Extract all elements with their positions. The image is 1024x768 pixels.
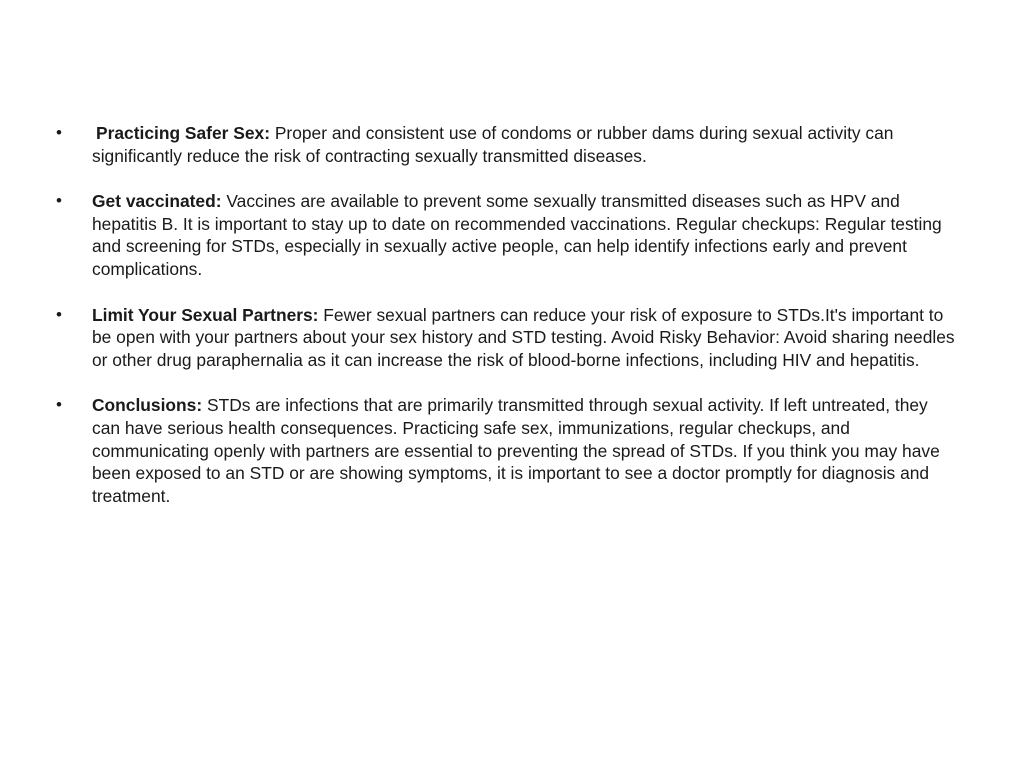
bullet-term: Limit Your Sexual Partners: bbox=[92, 304, 319, 325]
bullet-text: Vaccines are available to prevent some sexually transmitted diseases such as HPV and hepatitis B. It is important to stay up to date on recommended vaccinations. Regular checkups: Regular testing and screening for STDs, especially in sexually active people, can help identify infections early and prevent complications. bbox=[92, 191, 942, 279]
bullet-term: Conclusions: bbox=[92, 395, 203, 416]
bullet-conclusions bbox=[56, 394, 956, 507]
bullet-text: STDs are infections that are primarily transmitted through sexual activity. If left untreated, they can have serious health consequences. Practicing safe sex, immunizations, regular checkups, and communicating openly with partners are essential to preventing the spread of STDs. If you think you may have been exposed to an STD or are showing symptoms, it is important to see a doctor promptly for diagnosis and treatment. bbox=[92, 395, 940, 506]
bullet-get-vaccinated bbox=[56, 190, 956, 280]
bullet-term: Practicing Safer Sex: bbox=[96, 123, 270, 143]
bullet-marker: • bbox=[56, 395, 62, 415]
bullet-list bbox=[56, 122, 956, 530]
bullet-term: Get vaccinated: bbox=[92, 191, 222, 212]
bullet-marker: • bbox=[56, 191, 62, 211]
bullet-safer-sex bbox=[56, 122, 956, 167]
bullet-text: Fewer sexual partners can reduce your risk of exposure to STDs.It's important to be open with your partners about your sex history and STD testing. Avoid Risky Behavior: Avoid sharing needles or other drug paraphernalia as it can increase the risk of blood-borne infections, including HIV and hepatitis. bbox=[92, 304, 955, 370]
bullet-text: Proper and consistent use of condoms or rubber dams during sexual activity can significantly reduce the risk of contracting sexually transmitted diseases. bbox=[92, 123, 894, 166]
bullet-limit-partners bbox=[56, 304, 956, 372]
bullet-marker: • bbox=[56, 123, 62, 142]
bullet-marker: • bbox=[56, 304, 62, 324]
